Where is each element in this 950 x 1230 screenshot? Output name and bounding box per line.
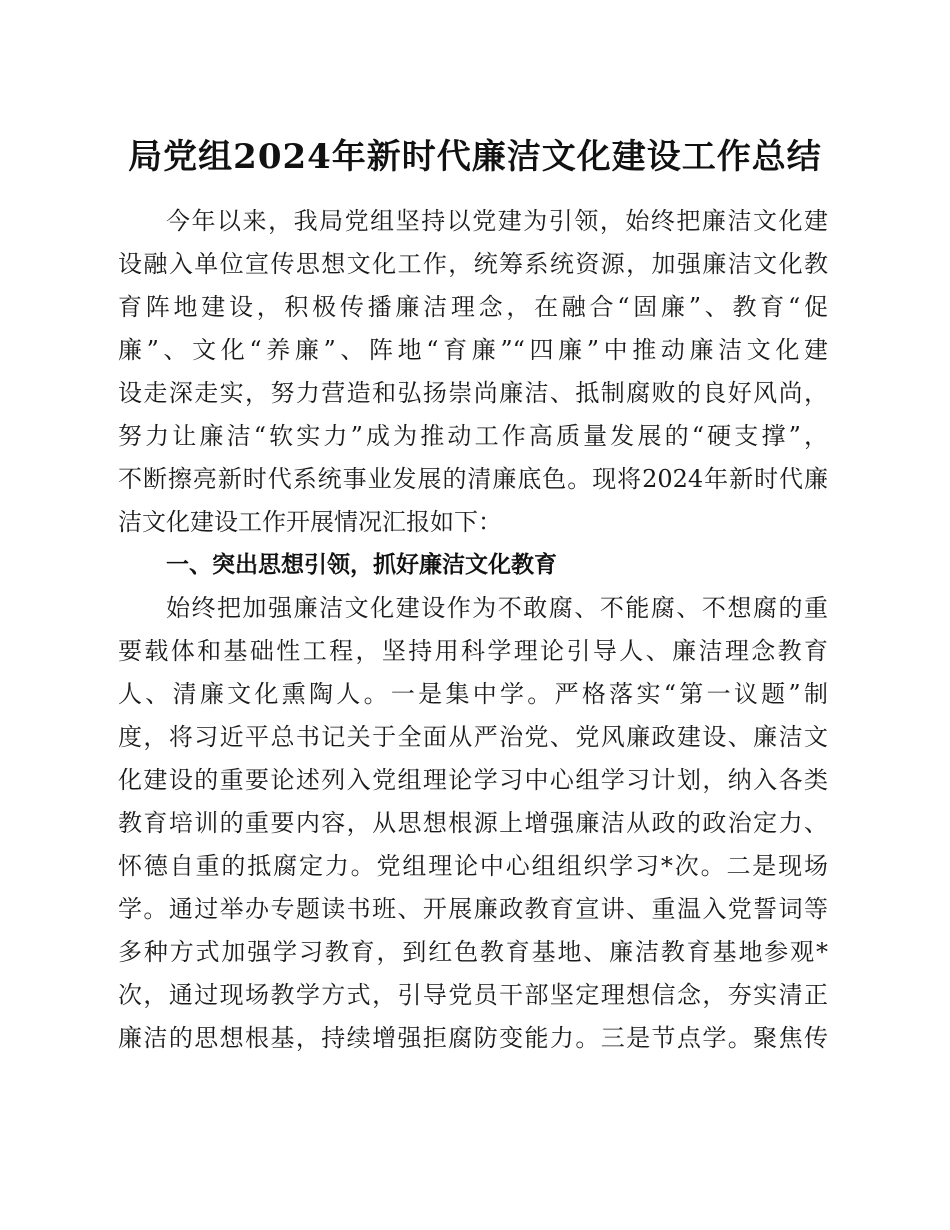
document-body <box>118 200 828 1060</box>
section-line: 学。通过举办专题读书班、开展廉政教育宣讲、重温入党誓词等 <box>118 895 828 923</box>
section-line: 化建设的重要论述列入党组理论学习中心组学习计划，纳入各类 <box>118 766 828 794</box>
section-line: 要载体和基础性工程，坚持用科学理论引导人、廉洁理念教育 <box>118 637 828 665</box>
section-line: 人、清廉文化熏陶人。一是集中学。严格落实“第一议题”制 <box>118 680 828 708</box>
section-heading: 一、突出思想引领，抓好廉洁文化教育 <box>166 552 557 578</box>
section-line: 廉洁的思想根基，持续增强拒腐防变能力。三是节点学。聚焦传 <box>118 1024 828 1052</box>
intro-line: 设走深走实，努力营造和弘扬崇尚廉洁、抵制腐败的良好风尚， <box>118 379 828 407</box>
intro-line: 今年以来，我局党组坚持以党建为引领，始终把廉洁文化建 <box>166 207 828 235</box>
section-line: 度，将习近平总书记关于全面从严治党、党风廉政建设、廉洁文 <box>118 723 828 751</box>
intro-line: 设融入单位宣传思想文化工作，统筹系统资源，加强廉洁文化教 <box>118 250 828 278</box>
section-line: 教育培训的重要内容，从思想根源上增强廉洁从政的政治定力、 <box>118 809 828 837</box>
intro-line: 努力让廉洁“软实力”成为推动工作高质量发展的“硬支撑”， <box>118 422 828 450</box>
intro-line: 育阵地建设，积极传播廉洁理念，在融合“固廉”、教育“促 <box>118 293 828 321</box>
intro-line: 廉”、文化“养廉”、阵地“育廉”“四廉”中推动廉洁文化建 <box>118 336 828 364</box>
section-line: 怀德自重的抵腐定力。党组理论中心组组织学习*次。二是现场 <box>118 852 828 880</box>
intro-line: 洁文化建设工作开展情况汇报如下： <box>118 508 502 536</box>
intro-line: 不断擦亮新时代系统事业发展的清廉底色。现将2024年新时代廉 <box>118 465 828 493</box>
document-title: 局党组2024年新时代廉洁文化建设工作总结 <box>128 137 822 177</box>
section-line: 多种方式加强学习教育，到红色教育基地、廉洁教育基地参观* <box>118 938 828 966</box>
section-line: 始终把加强廉洁文化建设作为不敢腐、不能腐、不想腐的重 <box>166 594 828 622</box>
section-line: 次，通过现场教学方式，引导党员干部坚定理想信念，夯实清正 <box>118 981 828 1009</box>
